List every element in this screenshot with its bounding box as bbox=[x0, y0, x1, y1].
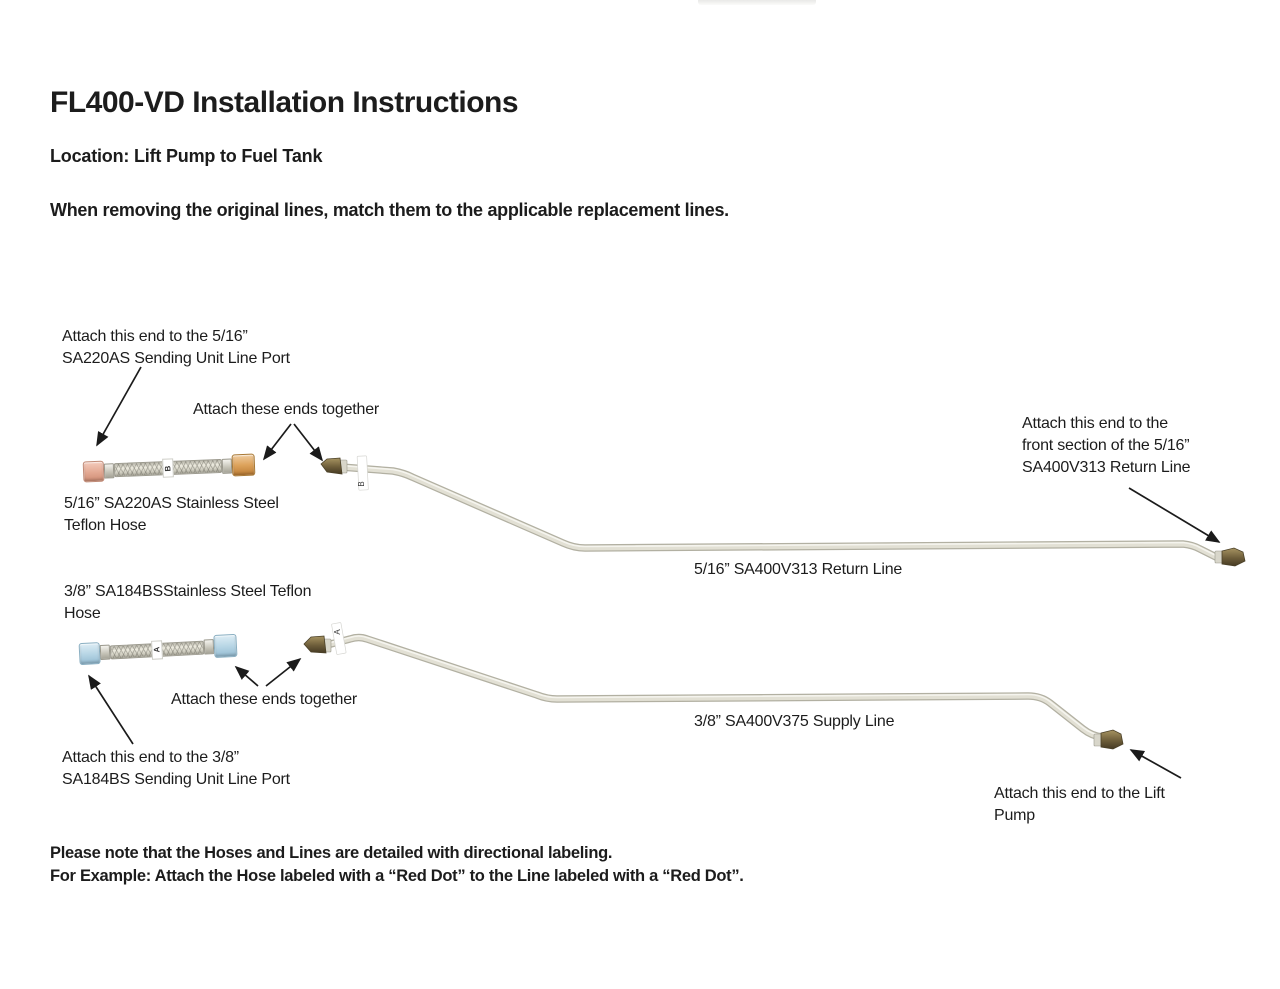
arrow-to-supply-line-rear-fitting bbox=[1131, 750, 1181, 778]
arrow-to-hose516-right-end bbox=[264, 424, 291, 459]
hose-38-tag-band bbox=[151, 640, 163, 660]
location-subtitle: Location: Lift Pump to Fuel Tank bbox=[50, 146, 323, 166]
arrow-to-supply-line-front-fitting bbox=[266, 659, 300, 686]
removal-instruction: When removing the original lines, match them to the applicable replacement lines. bbox=[50, 200, 729, 220]
hose-38-left-nut bbox=[79, 642, 101, 665]
supply-line-image bbox=[304, 622, 1123, 749]
supply-line-tag-letter: A bbox=[333, 629, 342, 635]
label-hose-38: 3/8” SA184BSStainless Steel Teflon Hose bbox=[64, 583, 312, 622]
return-line-rear-fitting bbox=[1222, 548, 1245, 566]
page-title: FL400-VD Installation Instructions bbox=[50, 86, 519, 119]
label-supply-line: 3/8” SA400V375 Supply Line bbox=[694, 713, 895, 730]
note-line-2: For Example: Attach the Hose labeled with a “Red Dot” to the Line labeled with a “Red Dot”. bbox=[50, 866, 744, 885]
hose-38-tag-letter: A bbox=[151, 646, 162, 653]
note-line-1: Please note that the Hoses and Lines are detailed with directional labeling. bbox=[50, 844, 613, 862]
label-hose-516: 5/16” SA220AS Stainless Steel Teflon Hose bbox=[64, 495, 279, 534]
hose-516-tag-band bbox=[162, 458, 174, 477]
arrow-to-return-line-rear-fitting bbox=[1129, 488, 1219, 542]
arrow-to-return-line-front-fitting bbox=[294, 424, 322, 460]
return-line-tag-letter: B bbox=[357, 481, 366, 487]
callout-attach-lift-pump: Attach this end to the Lift Pump bbox=[994, 785, 1165, 824]
arrow-to-hose38-right-end bbox=[236, 667, 258, 686]
arrow-to-hose38-left-end bbox=[89, 676, 133, 744]
hose-516-braid bbox=[114, 459, 222, 477]
hose-516-right-collar bbox=[222, 458, 233, 473]
callout-attach-front-section: Attach this end to the front section of the 5/16” SA400V313 Return Line bbox=[1022, 415, 1191, 476]
arrow-to-hose516-left-end bbox=[97, 367, 141, 445]
callout-attach-together-top: Attach these ends together bbox=[193, 401, 380, 418]
supply-line-tag bbox=[331, 622, 346, 654]
label-return-line: 5/16” SA400V313 Return Line bbox=[694, 561, 903, 578]
hose-516-left-nut bbox=[83, 460, 105, 482]
supply-line-rear-fitting bbox=[1101, 730, 1123, 749]
hose-516-left-collar bbox=[104, 463, 115, 478]
hose-38-right-nut bbox=[213, 634, 237, 658]
supply-line-front-fitting bbox=[304, 636, 326, 653]
callout-attach-together-bottom: Attach these ends together bbox=[171, 691, 358, 708]
return-line-front-fitting bbox=[321, 458, 342, 474]
return-line-image bbox=[321, 456, 1245, 566]
callout-attach-516-sending-unit: Attach this end to the 5/16” SA220AS Sending Unit Line Port bbox=[62, 328, 290, 367]
callout-attach-38-sending-unit: Attach this end to the 3/8” SA184BS Sending Unit Line Port bbox=[62, 749, 290, 788]
hose-38-braid bbox=[110, 640, 205, 659]
hose-516-tag-letter: B bbox=[162, 464, 173, 472]
hose-516-right-nut bbox=[232, 454, 256, 477]
